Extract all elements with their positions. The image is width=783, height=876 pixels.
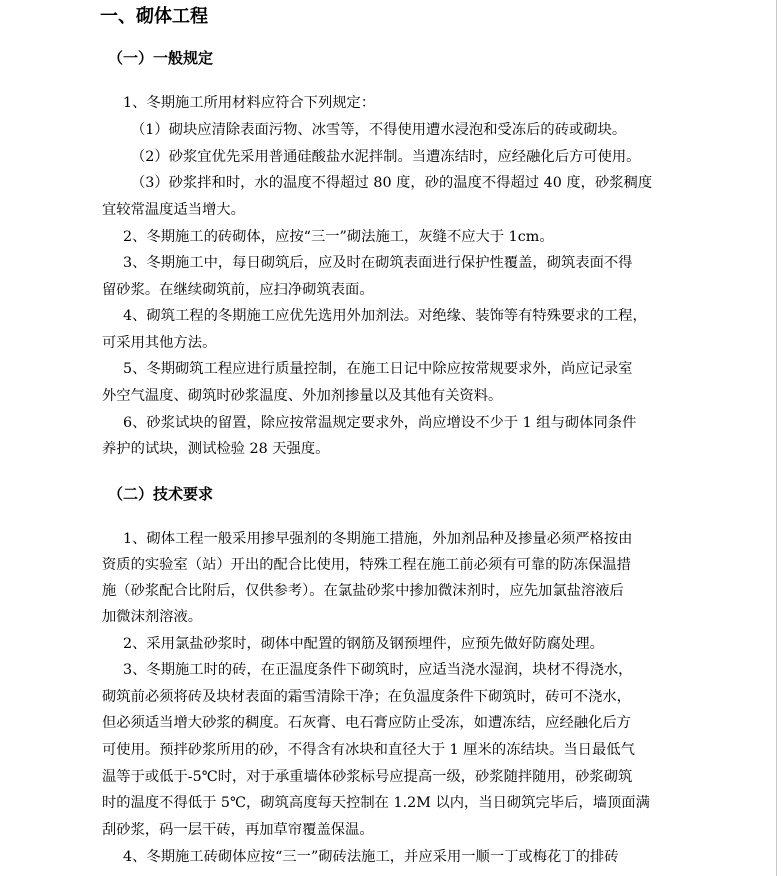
paragraph-line: 2、采用氯盐砂浆时，砌体中配置的钢筋及钢预埋件，应预先做好防腐处理。 <box>123 636 604 652</box>
paragraph-line: 1、冬期施工所用材料应符合下列规定： <box>123 95 376 111</box>
chapter-title: 一、砌体工程 <box>100 6 208 27</box>
paragraph-line: 1、砌体工程一般采用掺早强剂的冬期施工措施，外加剂品种及掺量必须严格按由 <box>123 531 633 547</box>
paragraph-line: 3、冬期施工时的砖，在正温度条件下砌筑时，应适当浇水湿润，块材不得浇水， <box>123 662 633 678</box>
paragraph-line: 但必须适当增大砂浆的稠度。石灰膏、电石膏应防止受冻，如遭冻结，应经融化后方 <box>102 715 631 731</box>
paragraph-line: 4、砌筑工程的冬期施工应优先选用外加剂法。对绝缘、装饰等有特殊要求的工程， <box>123 308 647 324</box>
paragraph-line: 时的温度不得低于 5℃，砌筑高度每天控制在 1.2M 以内，当日砌筑完毕后，墙顶面满 <box>102 795 650 811</box>
paragraph-line: 砌筑前必须将砖及块材表面的霜雪清除干净；在负温度条件下砌筑时，砖可不浇水， <box>102 689 631 705</box>
paragraph-line: 留砂浆。在继续砌筑前，应扫净砌筑表面。 <box>102 282 374 298</box>
paragraph-line: 刮砂浆，码一层干砖，再加草帘覆盖保温。 <box>102 822 374 838</box>
paragraph-line: （2）砂浆宜优先采用普通硅酸盐水泥拌制。当遭冻结时，应经融化后方可使用。 <box>131 149 641 165</box>
paragraph-line: 宜较常温度适当增大。 <box>102 202 245 218</box>
paragraph-line: 可使用。预拌砂浆所用的砂，不得含有冰块和直径大于 1 厘米的冻结块。当日最低气 <box>102 742 635 758</box>
paragraph-line: 加微沫剂溶液。 <box>102 609 203 625</box>
paragraph-line: （3）砂浆拌和时，水的温度不得超过 80 度，砂的温度不得超过 40 度，砂浆稠度 <box>131 175 653 191</box>
paragraph-line: 6、砂浆试块的留置，除应按常温规定要求外，尚应增设不少于 1 组与砌体同条件 <box>123 415 637 431</box>
paragraph-line: 可采用其他方法。 <box>102 335 217 351</box>
page-edge-divider <box>776 0 777 876</box>
paragraph-line: （1）砌块应清除表面污物、冰雪等，不得使用遭水浸泡和受冻后的砖或砌块。 <box>131 122 627 138</box>
section-heading-general: （一）一般规定 <box>108 49 214 67</box>
paragraph-line: 3、冬期施工中，每日砌筑后，应及时在砌筑表面进行保护性覆盖，砌筑表面不得 <box>123 255 633 271</box>
paragraph-line: 温等于或低于-5℃时，对于承重墙体砂浆标号应提高一级，砂浆随拌随用，砂浆砌筑 <box>102 769 633 785</box>
paragraph-line: 养护的试块，测试检验 28 天强度。 <box>102 441 330 457</box>
paragraph-line: 2、冬期施工的砖砌体，应按“三一”砌法施工，灰缝不应大于 1cm。 <box>123 229 554 245</box>
section-heading-technical: （二）技术要求 <box>108 485 214 503</box>
paragraph-line: 资质的实验室（站）开出的配合比使用，特殊工程在施工前必须有可靠的防冻保温措 <box>102 557 631 573</box>
paragraph-line: 外空气温度、砌筑时砂浆温度、外加剂掺量以及其他有关资料。 <box>102 388 503 404</box>
paragraph-line: 施（砂浆配合比附后，仅供参考）。在氯盐砂浆中掺加微沫剂时，应先加氯盐溶液后 <box>102 583 624 599</box>
paragraph-line: 4、冬期施工砖砌体应按“三一”砌砖法施工，并应采用一顺一丁或梅花丁的排砖 <box>123 849 619 865</box>
paragraph-line: 5、冬期砌筑工程应进行质量控制，在施工日记中除应按常规要求外，尚应记录室 <box>123 361 633 377</box>
